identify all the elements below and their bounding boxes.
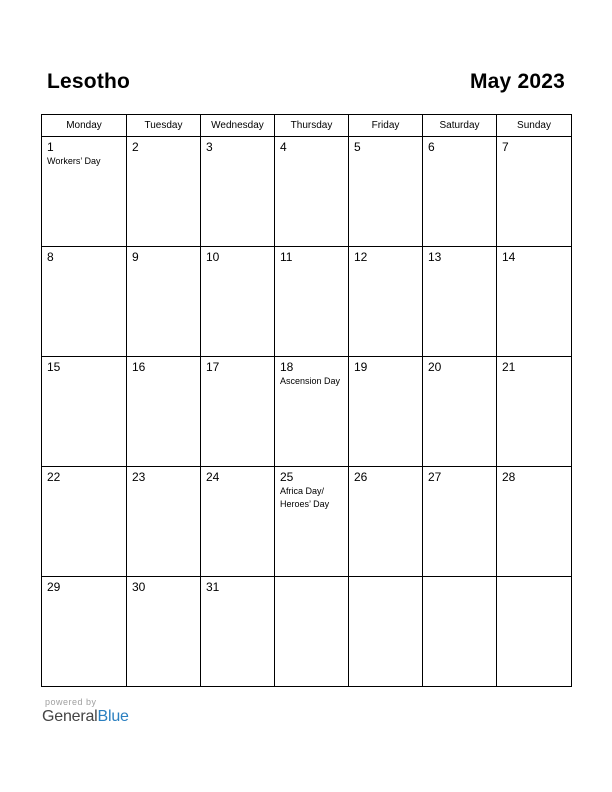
holiday-label: Workers’ Day <box>47 156 101 166</box>
day-number: 13 <box>428 250 442 264</box>
week-row <box>42 137 572 247</box>
day-cell <box>127 577 201 687</box>
day-number: 25 <box>280 470 294 484</box>
brand-text-blue: Blue <box>97 708 129 725</box>
page-title-month: May 2023 <box>469 70 565 93</box>
day-number: 2 <box>132 140 139 154</box>
day-cell <box>42 577 127 687</box>
day-cell <box>497 467 572 577</box>
day-cell <box>275 577 349 687</box>
day-number: 14 <box>502 250 516 264</box>
day-number: 30 <box>132 580 146 594</box>
day-cell <box>349 357 423 467</box>
day-number: 29 <box>47 580 61 594</box>
day-number: 15 <box>47 360 61 374</box>
day-cell <box>349 247 423 357</box>
day-cell <box>127 137 201 247</box>
brand-text-general: General <box>42 708 98 725</box>
day-number: 7 <box>502 140 509 154</box>
day-cell <box>497 247 572 357</box>
day-number: 6 <box>428 140 435 154</box>
day-number: 31 <box>206 580 220 594</box>
day-number: 27 <box>428 470 442 484</box>
week-row <box>42 357 572 467</box>
day-cell <box>127 357 201 467</box>
day-cell <box>42 247 127 357</box>
weekday-header: Sunday <box>497 115 572 137</box>
weekday-header: Monday <box>42 115 127 137</box>
day-cell <box>423 137 497 247</box>
calendar-grid <box>41 114 572 687</box>
day-cell <box>275 137 349 247</box>
day-number: 8 <box>47 250 54 264</box>
day-cell <box>423 467 497 577</box>
day-number: 3 <box>206 140 213 154</box>
week-row <box>42 467 572 577</box>
day-cell <box>42 137 127 247</box>
day-number: 23 <box>132 470 146 484</box>
day-number: 20 <box>428 360 442 374</box>
day-cell <box>349 577 423 687</box>
day-cell <box>275 357 349 467</box>
day-cell <box>423 577 497 687</box>
day-cell <box>497 357 572 467</box>
day-cell <box>201 247 275 357</box>
day-cell <box>423 247 497 357</box>
week-row <box>42 577 572 687</box>
day-number: 17 <box>206 360 220 374</box>
day-number: 28 <box>502 470 516 484</box>
day-cell <box>201 467 275 577</box>
holiday-label: Ascension Day <box>280 376 341 386</box>
weekday-header: Saturday <box>423 115 497 137</box>
day-number: 5 <box>354 140 361 154</box>
day-cell <box>497 577 572 687</box>
day-cell <box>349 467 423 577</box>
weekday-header: Tuesday <box>127 115 201 137</box>
day-number: 1 <box>47 140 54 154</box>
day-number: 21 <box>502 360 516 374</box>
day-number: 12 <box>354 250 368 264</box>
day-cell <box>275 247 349 357</box>
page-title-country: Lesotho <box>47 70 131 93</box>
day-number: 22 <box>47 470 61 484</box>
weekday-header: Friday <box>349 115 423 137</box>
day-cell <box>497 137 572 247</box>
day-cell <box>42 357 127 467</box>
weekday-header: Wednesday <box>201 115 275 137</box>
week-row <box>42 247 572 357</box>
powered-by-label: powered by <box>45 697 97 707</box>
day-cell <box>127 247 201 357</box>
day-number: 10 <box>206 250 220 264</box>
holiday-label: Africa Day/ Heroes’ Day <box>280 486 330 509</box>
day-cell <box>349 137 423 247</box>
day-number: 16 <box>132 360 146 374</box>
day-number: 24 <box>206 470 220 484</box>
day-cell <box>127 467 201 577</box>
weekday-header-row <box>42 115 572 137</box>
weekday-header: Thursday <box>275 115 349 137</box>
day-number: 4 <box>280 140 287 154</box>
day-cell <box>42 467 127 577</box>
day-cell <box>423 357 497 467</box>
day-number: 18 <box>280 360 294 374</box>
day-cell <box>201 137 275 247</box>
generalblue-logo <box>42 708 129 726</box>
day-cell <box>201 577 275 687</box>
day-cell <box>275 467 349 577</box>
day-cell <box>201 357 275 467</box>
day-number: 11 <box>280 250 293 264</box>
day-number: 26 <box>354 470 368 484</box>
day-number: 19 <box>354 360 368 374</box>
day-number: 9 <box>132 250 139 264</box>
